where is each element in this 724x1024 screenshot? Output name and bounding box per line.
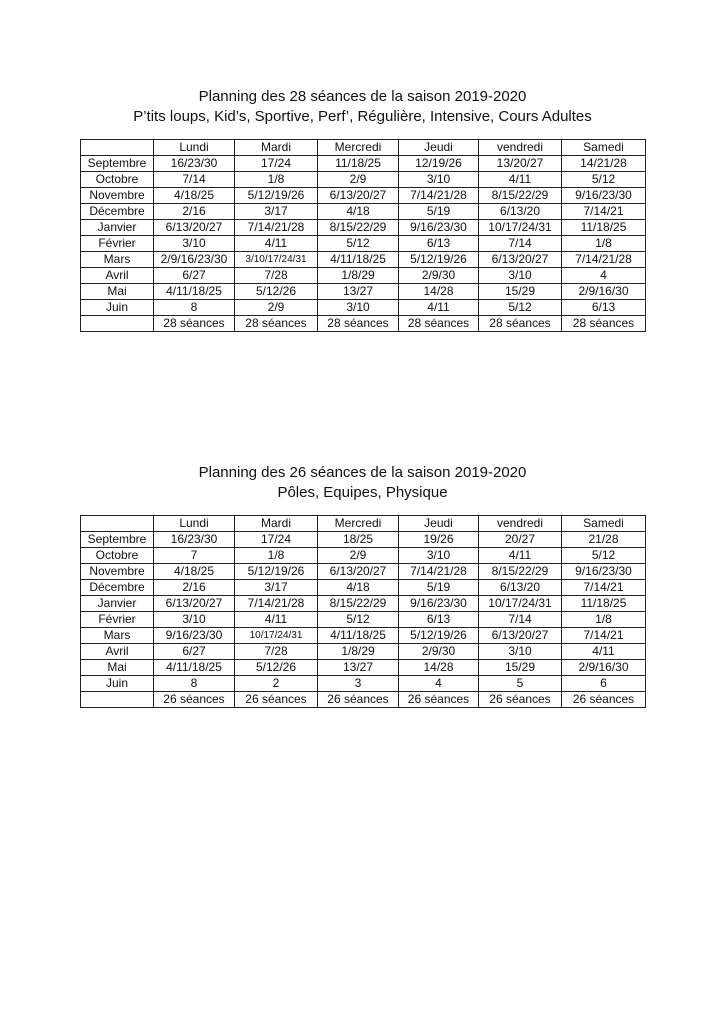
date-cell: 11/18/25 <box>562 220 646 236</box>
table2-title: Planning des 26 séances de la saison 2019-2020 <box>198 464 527 481</box>
date-cell: 7/14 <box>479 236 562 252</box>
header-samedi: Samedi <box>562 140 646 156</box>
date-cell: 5/19 <box>399 204 479 220</box>
date-cell: 4/18 <box>318 204 399 220</box>
date-cell: 6/13/20 <box>479 580 562 596</box>
date-cell: 7/14/21/28 <box>399 564 479 580</box>
date-cell: 7/28 <box>235 268 318 284</box>
table2-subtitle: Pôles, Equipes, Physique <box>277 484 448 501</box>
month-cell: Juin <box>81 676 154 692</box>
total-cell: 28 séances <box>235 316 318 332</box>
date-cell: 3/10 <box>399 172 479 188</box>
date-cell: 6/13/20 <box>479 204 562 220</box>
month-cell: Avril <box>81 268 154 284</box>
month-cell: Janvier <box>81 220 154 236</box>
date-cell: 13/27 <box>318 284 399 300</box>
date-cell: 2/9 <box>318 172 399 188</box>
date-cell: 1/8 <box>235 172 318 188</box>
date-cell: 16/23/30 <box>154 156 235 172</box>
date-cell: 5/12/19/26 <box>235 188 318 204</box>
date-cell: 13/20/27 <box>479 156 562 172</box>
date-cell: 9/16/23/30 <box>562 188 646 204</box>
date-cell: 5/12 <box>562 172 646 188</box>
date-cell: 5/12 <box>318 612 399 628</box>
month-cell: Mai <box>81 284 154 300</box>
total-cell: 26 séances <box>154 692 235 708</box>
date-cell: 17/24 <box>235 532 318 548</box>
total-cell: 28 séances <box>318 316 399 332</box>
date-cell: 8 <box>154 676 235 692</box>
date-cell: 2/16 <box>154 204 235 220</box>
date-cell: 1/8 <box>562 236 646 252</box>
table-row <box>81 236 646 252</box>
date-cell: 1/8/29 <box>318 268 399 284</box>
totals-row <box>81 316 646 332</box>
date-cell: 1/8/29 <box>318 644 399 660</box>
total-cell: 26 séances <box>562 692 646 708</box>
month-cell: Octobre <box>81 172 154 188</box>
month-cell: Janvier <box>81 596 154 612</box>
date-cell: 5/12/19/26 <box>235 564 318 580</box>
date-cell: 5/12 <box>318 236 399 252</box>
month-cell: Juin <box>81 300 154 316</box>
date-cell: 7/14/21/28 <box>235 220 318 236</box>
date-cell: 20/27 <box>479 532 562 548</box>
date-cell: 3/17 <box>235 204 318 220</box>
date-cell: 7/14/21/28 <box>235 596 318 612</box>
date-cell: 7/14/21 <box>562 580 646 596</box>
date-cell: 6/13/20/27 <box>154 596 235 612</box>
date-cell: 2/9 <box>235 300 318 316</box>
total-cell: 28 séances <box>399 316 479 332</box>
date-cell: 6/13/20/27 <box>479 252 562 268</box>
date-cell: 14/21/28 <box>562 156 646 172</box>
date-cell: 21/28 <box>562 532 646 548</box>
date-cell: 5/12/19/26 <box>399 252 479 268</box>
month-cell: Mars <box>81 628 154 644</box>
date-cell: 8 <box>154 300 235 316</box>
date-cell: 7/14/21 <box>562 204 646 220</box>
planning-26-seances <box>80 463 645 708</box>
date-cell: 10/17/24/31 <box>479 220 562 236</box>
date-cell: 2/9/16/23/30 <box>154 252 235 268</box>
date-cell: 7/14/21/28 <box>399 188 479 204</box>
table-row <box>81 252 646 268</box>
date-cell: 2/9/30 <box>399 268 479 284</box>
month-cell: Septembre <box>81 532 154 548</box>
date-cell: 3/10 <box>154 236 235 252</box>
total-cell: 28 séances <box>479 316 562 332</box>
date-cell: 2/9/16/30 <box>562 660 646 676</box>
date-cell: 7/28 <box>235 644 318 660</box>
date-cell: 5/12/19/26 <box>399 628 479 644</box>
date-cell: 3/10 <box>154 612 235 628</box>
date-cell: 9/16/23/30 <box>154 628 235 644</box>
date-cell: 3/10 <box>479 644 562 660</box>
table-row <box>81 188 646 204</box>
date-cell: 2/9/30 <box>399 644 479 660</box>
date-cell: 6/13 <box>399 612 479 628</box>
date-cell: 10/17/24/31 <box>479 596 562 612</box>
date-cell: 19/26 <box>399 532 479 548</box>
date-cell: 6/13/20/27 <box>154 220 235 236</box>
date-cell: 4/18/25 <box>154 188 235 204</box>
month-cell: Décembre <box>81 204 154 220</box>
header-mercredi: Mercredi <box>318 516 399 532</box>
table-row <box>81 580 646 596</box>
header-mercredi: Mercredi <box>318 140 399 156</box>
date-cell: 4/11 <box>235 612 318 628</box>
date-cell: 11/18/25 <box>562 596 646 612</box>
date-cell: 8/15/22/29 <box>479 188 562 204</box>
table-row <box>81 612 646 628</box>
month-cell: Avril <box>81 644 154 660</box>
date-cell: 18/25 <box>318 532 399 548</box>
date-cell: 5 <box>479 676 562 692</box>
table-row <box>81 660 646 676</box>
date-cell: 4/11/18/25 <box>318 628 399 644</box>
total-cell: 28 séances <box>562 316 646 332</box>
month-cell: Octobre <box>81 548 154 564</box>
table1-title: Planning des 28 séances de la saison 2019-2020 <box>198 88 527 105</box>
table-row <box>81 220 646 236</box>
total-cell: 28 séances <box>154 316 235 332</box>
date-cell: 6/27 <box>154 268 235 284</box>
total-cell: 26 séances <box>479 692 562 708</box>
date-cell: 4/11 <box>235 236 318 252</box>
date-cell: 5/12/26 <box>235 284 318 300</box>
date-cell: 5/19 <box>399 580 479 596</box>
table-row <box>81 644 646 660</box>
header-samedi: Samedi <box>562 516 646 532</box>
date-cell: 1/8 <box>562 612 646 628</box>
date-cell: 4/11 <box>479 548 562 564</box>
date-cell: 6/13/20/27 <box>318 188 399 204</box>
date-cell: 3/17 <box>235 580 318 596</box>
date-cell: 11/18/25 <box>318 156 399 172</box>
table1-schedule <box>80 139 646 332</box>
total-cell: 26 séances <box>235 692 318 708</box>
table-row <box>81 156 646 172</box>
date-cell: 6/13/20/27 <box>479 628 562 644</box>
table-row <box>81 564 646 580</box>
date-cell: 2 <box>235 676 318 692</box>
date-cell: 3/10/17/24/31 <box>235 252 318 268</box>
date-cell: 7/14/21/28 <box>562 252 646 268</box>
header-vendredi: vendredi <box>479 516 562 532</box>
date-cell: 6/27 <box>154 644 235 660</box>
date-cell: 2/9 <box>318 548 399 564</box>
header-jeudi: Jeudi <box>399 140 479 156</box>
header-lundi: Lundi <box>154 516 235 532</box>
date-cell: 7/14 <box>154 172 235 188</box>
date-cell: 4/11/18/25 <box>154 284 235 300</box>
header-row <box>81 516 646 532</box>
table2-schedule <box>80 515 646 708</box>
table-row <box>81 628 646 644</box>
month-cell: Novembre <box>81 188 154 204</box>
date-cell: 9/16/23/30 <box>399 220 479 236</box>
date-cell: 4/11 <box>399 300 479 316</box>
totals-corner <box>81 692 154 708</box>
date-cell: 8/15/22/29 <box>479 564 562 580</box>
month-cell: Février <box>81 612 154 628</box>
month-cell: Septembre <box>81 156 154 172</box>
month-cell: Février <box>81 236 154 252</box>
date-cell: 4/18 <box>318 580 399 596</box>
date-cell: 4 <box>562 268 646 284</box>
totals-corner <box>81 316 154 332</box>
total-cell: 26 séances <box>399 692 479 708</box>
table-row <box>81 548 646 564</box>
date-cell: 10/17/24/31 <box>235 628 318 644</box>
date-cell: 7/14 <box>479 612 562 628</box>
table-row <box>81 268 646 284</box>
date-cell: 1/8 <box>235 548 318 564</box>
date-cell: 3/10 <box>399 548 479 564</box>
date-cell: 6/13 <box>562 300 646 316</box>
date-cell: 5/12/26 <box>235 660 318 676</box>
date-cell: 6/13 <box>399 236 479 252</box>
date-cell: 4/11 <box>562 644 646 660</box>
date-cell: 15/29 <box>479 284 562 300</box>
table-row <box>81 676 646 692</box>
table-row <box>81 284 646 300</box>
date-cell: 9/16/23/30 <box>562 564 646 580</box>
date-cell: 16/23/30 <box>154 532 235 548</box>
header-vendredi: vendredi <box>479 140 562 156</box>
month-cell: Novembre <box>81 564 154 580</box>
table-row <box>81 596 646 612</box>
date-cell: 7/14/21 <box>562 628 646 644</box>
date-cell: 2/9/16/30 <box>562 284 646 300</box>
date-cell: 2/16 <box>154 580 235 596</box>
table1-subtitle: P’tits loups, Kid’s, Sportive, Perf’, Régulière, Intensive, Cours Adultes <box>133 108 592 125</box>
date-cell: 17/24 <box>235 156 318 172</box>
date-cell: 4/18/25 <box>154 564 235 580</box>
totals-row <box>81 692 646 708</box>
date-cell: 8/15/22/29 <box>318 596 399 612</box>
table-row <box>81 172 646 188</box>
header-mardi: Mardi <box>235 516 318 532</box>
date-cell: 14/28 <box>399 284 479 300</box>
date-cell: 12/19/26 <box>399 156 479 172</box>
header-corner <box>81 140 154 156</box>
month-cell: Mai <box>81 660 154 676</box>
date-cell: 6/13/20/27 <box>318 564 399 580</box>
planning-28-seances <box>80 87 645 332</box>
date-cell: 7 <box>154 548 235 564</box>
header-mardi: Mardi <box>235 140 318 156</box>
date-cell: 15/29 <box>479 660 562 676</box>
total-cell: 26 séances <box>318 692 399 708</box>
date-cell: 3/10 <box>318 300 399 316</box>
month-cell: Décembre <box>81 580 154 596</box>
date-cell: 5/12 <box>562 548 646 564</box>
date-cell: 4/11/18/25 <box>154 660 235 676</box>
month-cell: Mars <box>81 252 154 268</box>
date-cell: 8/15/22/29 <box>318 220 399 236</box>
date-cell: 3/10 <box>479 268 562 284</box>
date-cell: 13/27 <box>318 660 399 676</box>
date-cell: 9/16/23/30 <box>399 596 479 612</box>
table-row <box>81 204 646 220</box>
date-cell: 4/11 <box>479 172 562 188</box>
header-corner <box>81 516 154 532</box>
date-cell: 6 <box>562 676 646 692</box>
table-row <box>81 300 646 316</box>
header-lundi: Lundi <box>154 140 235 156</box>
table-row <box>81 532 646 548</box>
header-jeudi: Jeudi <box>399 516 479 532</box>
header-row <box>81 140 646 156</box>
date-cell: 3 <box>318 676 399 692</box>
date-cell: 4/11/18/25 <box>318 252 399 268</box>
date-cell: 4 <box>399 676 479 692</box>
date-cell: 5/12 <box>479 300 562 316</box>
date-cell: 14/28 <box>399 660 479 676</box>
